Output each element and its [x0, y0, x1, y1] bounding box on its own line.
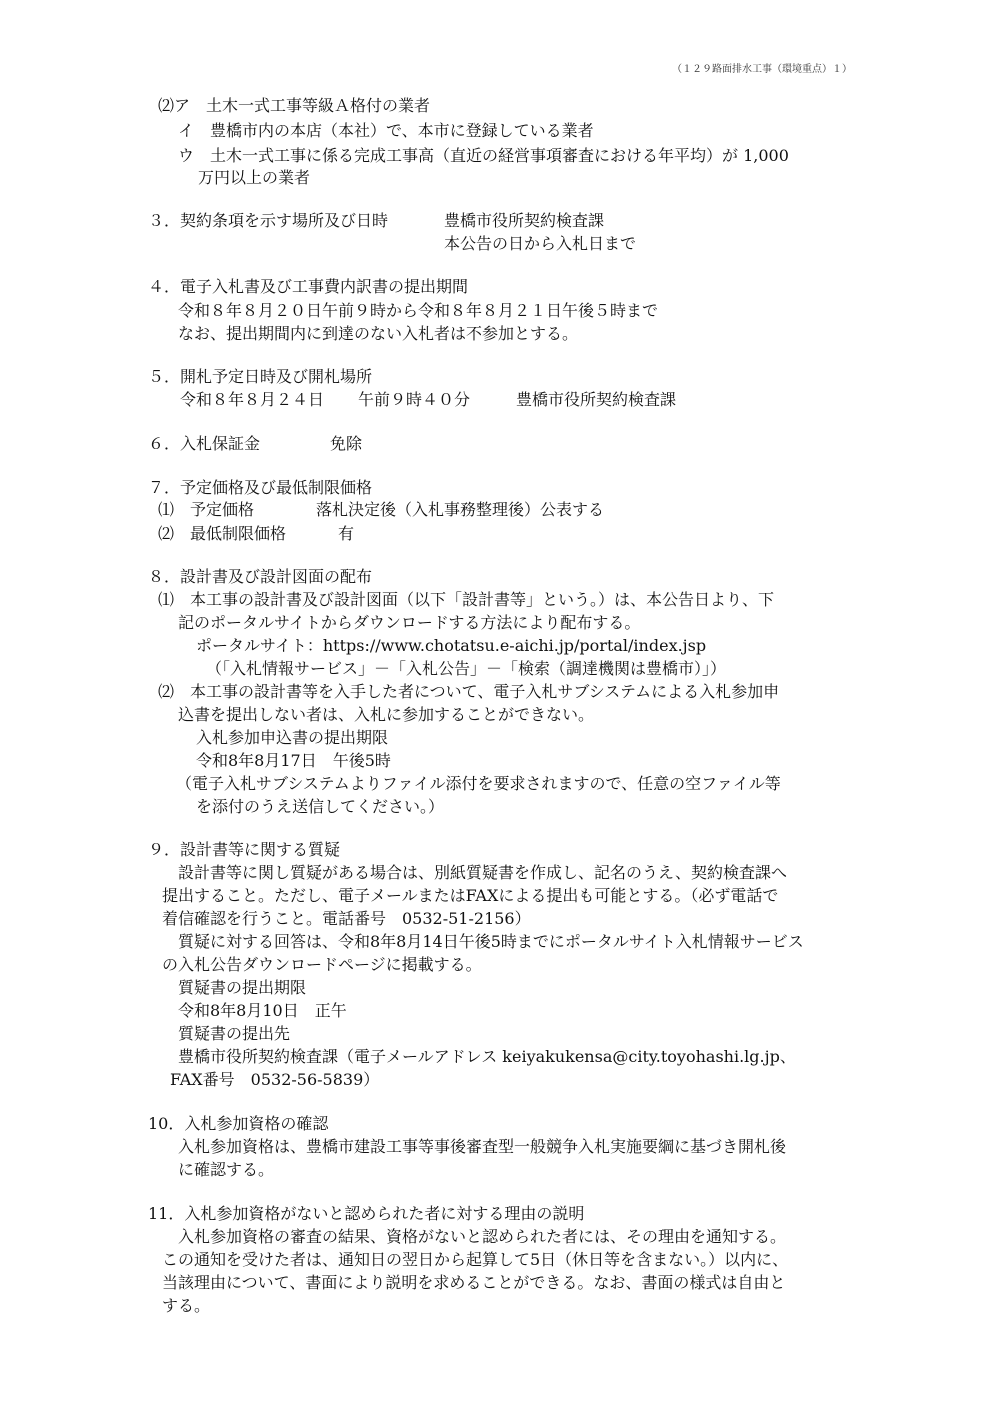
qualification-item-c-line1: ウ 土木一式工事に係る完成工事高（直近の経営事項審査における年平均）が 1,000 [178, 146, 789, 165]
section-8-note-line-1: （電子入札サブシステムよりファイル添付を要求されますので、任意の空ファイル等 [176, 774, 781, 793]
section-8-heading: ８．設計書及び設計図面の配布 [148, 567, 373, 586]
qualification-item-b: イ 豊橋市内の本店（本社）で、本市に登録している業者 [178, 121, 594, 140]
section-7-item-1-value: 落札決定後（入札事務整理後）公表する [316, 500, 605, 519]
section-9-line-4: 質疑に対する回答は、令和8年8月14日午後5時までにポータルサイト入札情報サービス [178, 932, 804, 951]
section-7-heading: ７．予定価格及び最低制限価格 [148, 478, 373, 497]
section-8-note-line-2: を添付のうえ送信してください。） [196, 797, 445, 816]
section-11-heading: 11．入札参加資格がないと認められた者に対する理由の説明 [148, 1204, 585, 1223]
section-8-deadline-value: 令和8年8月17日 午後5時 [196, 751, 391, 770]
section-9-line-5: の入札公告ダウンロードページに掲載する。 [162, 955, 482, 974]
section-8-search-path: （「入札情報サービス」－「入札公告」－「検索（調達機関は豊橋市）」） [206, 659, 727, 678]
section-9-heading: ９．設計書等に関する質疑 [148, 840, 341, 859]
section-3-place: 豊橋市役所契約検査課 [444, 211, 605, 230]
document-id-header: （１２９路面排水工事（環境重点）１） [672, 64, 852, 75]
section-8-line-6: 込書を提出しない者は、入札に参加することができない。 [178, 705, 595, 724]
section-5-time: 午前９時４０分 [358, 390, 471, 409]
section-9-destination-email: 豊橋市役所契約検査課（電子メールアドレス keiyakukensa@city.toyohashi.lg.jp、 [178, 1047, 796, 1066]
qualification-item-c-line2: 万円以上の業者 [198, 168, 311, 187]
section-3-heading: ３．契約条項を示す場所及び日時 [148, 211, 389, 230]
section-9-destination-label: 質疑書の提出先 [178, 1024, 291, 1043]
section-10-heading: 10．入札参加資格の確認 [148, 1114, 329, 1133]
qualification-item-a: ⑵ア 土木一式工事等級Ａ格付の業者 [158, 96, 431, 115]
section-6-heading: ６．入札保証金 [148, 434, 261, 453]
section-9-line-2: 提出すること。ただし、電子メールまたはFAXによる提出も可能とする。（必ず電話で [162, 886, 779, 905]
section-8-line-5: ⑵ 本工事の設計書等を入手した者について、電子入札サブシステムによる入札参加申 [158, 682, 780, 701]
section-10-line-1: 入札参加資格は、豊橋市建設工事等事後審査型一般競争入札実施要綱に基づき開札後 [178, 1137, 787, 1156]
section-5-place: 豊橋市役所契約検査課 [516, 390, 677, 409]
section-8-line-1: ⑴ 本工事の設計書及び設計図面（以下「設計書等」という。）は、本公告日より、下 [158, 590, 775, 609]
section-4-period: 令和８年８月２０日午前９時から令和８年８月２１日午後５時まで [178, 301, 659, 320]
section-11-line-4: する。 [162, 1296, 211, 1315]
section-7-item-2-value: 有 [338, 524, 355, 543]
section-7-item-1-label: ⑴ 予定価格 [158, 500, 255, 519]
section-4-note: なお、提出期間内に到達のない入札者は不参加とする。 [178, 324, 579, 343]
section-11-line-3: 当該理由について、書面により説明を求めることができる。なお、書面の様式は自由と [162, 1273, 786, 1292]
section-9-line-1: 設計書等に関し質疑がある場合は、別紙質疑書を作成し、記名のうえ、契約検査課へ [178, 863, 787, 882]
section-9-destination-fax: FAX番号 0532-56-5839） [170, 1070, 380, 1089]
section-3-period: 本公告の日から入札日まで [444, 234, 637, 253]
section-11-line-1: 入札参加資格の審査の結果、資格がないと認められた者には、その理由を通知する。 [178, 1227, 787, 1246]
section-8-line-2: 記のポータルサイトからダウンロードする方法により配布する。 [178, 613, 641, 632]
section-6-value: 免除 [330, 434, 363, 453]
section-4-heading: ４．電子入札書及び工事費内訳書の提出期間 [148, 277, 469, 296]
section-10-line-2: に確認する。 [178, 1160, 275, 1179]
section-9-deadline-label: 質疑書の提出期限 [178, 978, 307, 997]
section-5-heading: ５．開札予定日時及び開札場所 [148, 367, 373, 386]
section-8-deadline-label: 入札参加申込書の提出期限 [196, 728, 389, 747]
section-9-line-3: 着信確認を行うこと。電話番号 0532-51-2156） [162, 909, 531, 928]
section-11-line-2: この通知を受けた者は、通知日の翌日から起算して5日（休日等を含まない。）以内に、 [162, 1250, 789, 1269]
section-7-item-2-label: ⑵ 最低制限価格 [158, 524, 287, 543]
section-5-date: 令和８年８月２４日 [180, 390, 325, 409]
section-9-deadline-value: 令和8年8月10日 正午 [178, 1001, 347, 1020]
portal-site-link[interactable]: ポータルサイト：https://www.chotatsu.e-aichi.jp/portal/index.jsp [196, 636, 707, 655]
